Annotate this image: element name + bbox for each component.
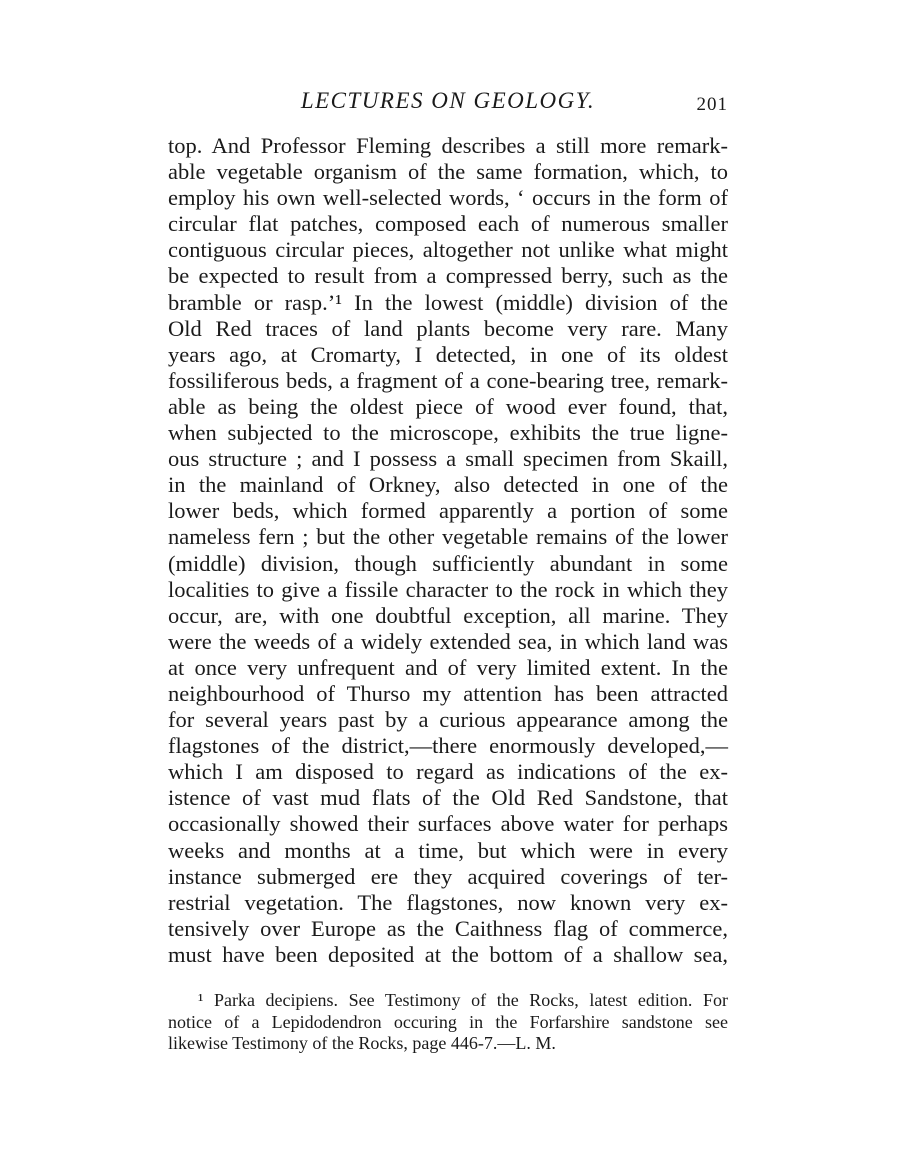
footnote-line: notice of a Lepidodendron occuring in the Forfarshire sandstone see xyxy=(168,1011,728,1032)
text-line: able vegetable organism of the same formation, which, to xyxy=(168,159,728,185)
text-line: (middle) division, though sufficiently abundant in some xyxy=(168,550,728,576)
text-line: circular flat patches, composed each of numerous smaller xyxy=(168,211,728,237)
text-line: years ago, at Cromarty, I detected, in one of its oldest xyxy=(168,341,728,367)
text-line: flagstones of the district,—there enormously developed,— xyxy=(168,733,728,759)
page-header xyxy=(168,88,728,122)
text-line: weeks and months at a time, but which were in every xyxy=(168,837,728,863)
text-line: in the mainland of Orkney, also detected in one of the xyxy=(168,472,728,498)
text-line: at once very unfrequent and of very limited extent. In the xyxy=(168,654,728,680)
text-line: Old Red traces of land plants become very rare. Many xyxy=(168,315,728,341)
footnote-line: ¹ Parka decipiens. See Testimony of the Rocks, latest edition. For xyxy=(198,990,728,1010)
text-line: bramble or rasp.’¹ In the lowest (middle) division of the xyxy=(168,289,728,315)
text-line: able as being the oldest piece of wood ever found, that, xyxy=(168,393,728,419)
text-line: localities to give a fissile character to the rock in which they xyxy=(168,576,728,602)
text-line: nameless fern ; but the other vegetable remains of the lower xyxy=(168,524,728,550)
text-line: neighbourhood of Thurso my attention has been attracted xyxy=(168,680,728,706)
text-line: must have been deposited at the bottom of a shallow sea, xyxy=(168,941,728,967)
text-line: occur, are, with one doubtful exception, all marine. They xyxy=(168,602,728,628)
page-number: 201 xyxy=(696,94,728,115)
footnote-line: likewise Testimony of the Rocks, page 446-7.—L. M. xyxy=(168,1033,556,1053)
body-text xyxy=(168,133,728,968)
text-line: be expected to result from a compressed berry, such as the xyxy=(168,263,728,289)
text-line: contiguous circular pieces, altogether not unlike what might xyxy=(168,237,728,263)
text-line: for several years past by a curious appearance among the xyxy=(168,707,728,733)
text-line: tensively over Europe as the Caithness flag of commerce, xyxy=(168,915,728,941)
text-line: ous structure ; and I possess a small specimen from Skaill, xyxy=(168,446,728,472)
text-line: which I am disposed to regard as indications of the ex- xyxy=(168,759,728,785)
text-line: fossiliferous beds, a fragment of a cone-bearing tree, remark- xyxy=(168,367,728,393)
text-line: restrial vegetation. The flagstones, now known very ex- xyxy=(168,889,728,915)
text-line: when subjected to the microscope, exhibits the true ligne- xyxy=(168,420,728,446)
text-line: employ his own well-selected words, ‘ occurs in the form of xyxy=(168,185,728,211)
text-line: instance submerged ere they acquired coverings of ter- xyxy=(168,863,728,889)
text-line: top. And Professor Fleming describes a still more remark- xyxy=(168,133,728,158)
text-line: were the weeds of a widely extended sea, in which land was xyxy=(168,628,728,654)
running-title: LECTURES ON GEOLOGY. xyxy=(300,88,596,113)
text-line: occasionally showed their surfaces above water for perhaps xyxy=(168,811,728,837)
text-line: istence of vast mud flats of the Old Red Sandstone, that xyxy=(168,785,728,811)
footnotes xyxy=(168,990,728,1055)
text-line: lower beds, which formed apparently a portion of some xyxy=(168,498,728,524)
